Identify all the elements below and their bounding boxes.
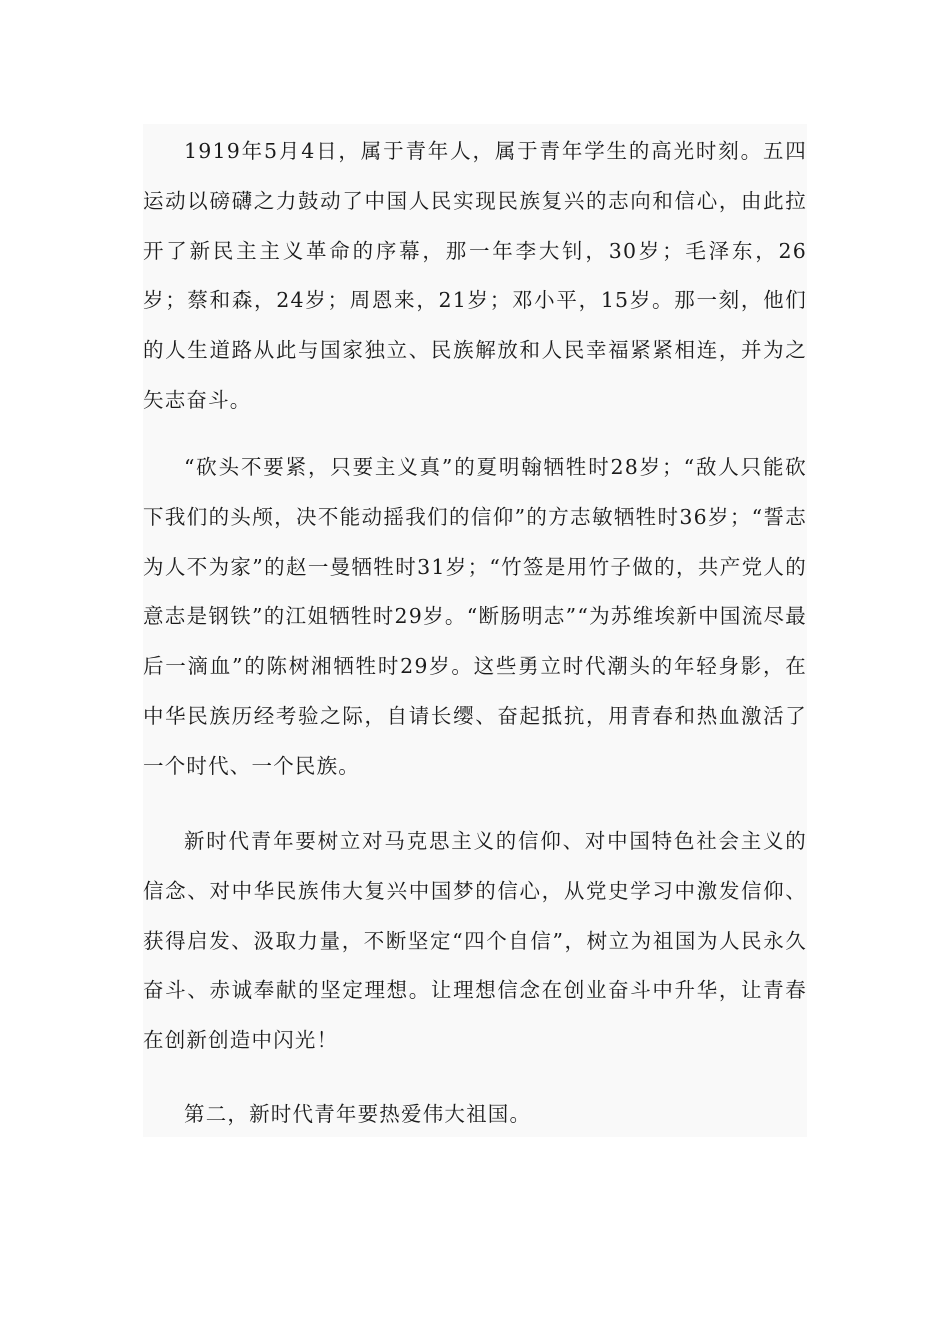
paragraph-new-era-youth-belief: 新时代青年要树立对马克思主义的信仰、对中国特色社会主义的信念、对中华民族伟大复兴中国梦的信心，从党史学习中激发信仰、获得启发、汲取力量，不断坚定“四个自信”，树立为祖国为人民永久奋斗、赤诚奉献的坚定理想。让理想信念在创业奋斗中升华，让青春在创新创造中闪光！: [143, 829, 807, 1053]
paragraph-second-point: 第二，新时代青年要热爱伟大祖国。: [184, 1102, 532, 1126]
paragraph-may-fourth: 1919年5月4日，属于青年人，属于青年学生的高光时刻。五四运动以磅礴之力鼓动了中国人民实现民族复兴的志向和信心，由此拉开了新民主主义革命的序幕，那一年李大钊，30岁；毛泽东，26岁；蔡和森，24岁；周恩来，21岁；邓小平，15岁。那一刻，他们的人生道路从此与国家独立、民族解放和人民幸福紧紧相连，并为之矢志奋斗。: [143, 139, 807, 412]
text-block: [143, 124, 807, 1137]
paragraph-martyrs: “砍头不要紧，只要主义真”的夏明翰牺牲时28岁；“敌人只能砍下我们的头颅，决不能动摇我们的信仰”的方志敏牺牲时36岁；“誓志为人不为家”的赵一曼牺牲时31岁；“竹签是用竹子做的，共产党人的意志是钢铁”的江姐牺牲时29岁。“断肠明志”“为苏维埃新中国流尽最后一滴血”的陈树湘牺牲时29岁。这些勇立时代潮头的年轻身影，在中华民族历经考验之际，自请长缨、奋起抵抗，用青春和热血激活了一个时代、一个民族。: [143, 455, 807, 778]
